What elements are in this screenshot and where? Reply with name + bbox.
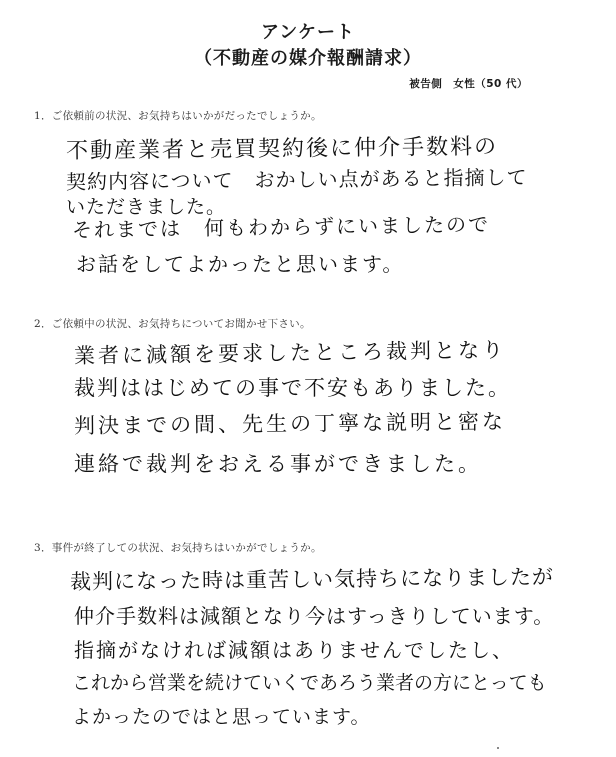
respondent-info: 被告側 女性（50 代） xyxy=(409,78,528,90)
answer-1-line-5: お話をしてよかったと思います。 xyxy=(76,252,405,276)
answer-1-line-3: いただきました。 xyxy=(66,196,227,218)
answer-1-line-4: それまでは 何もわからずにいましたので xyxy=(71,212,491,242)
answer-2-line-2: 裁判ははじめての事で不安もありました。 xyxy=(74,376,511,400)
question-1-label: 1．ご依頼前の状況、お気持ちはいかがだったでしょうか。 xyxy=(34,110,322,122)
answer-2-line-3: 判決までの間、先生の丁寧な説明と密な xyxy=(73,409,507,438)
answer-1-line-2: 契約内容について おかしい点があると指摘して xyxy=(65,165,528,194)
answer-3-line-5: よかったのではと思っています。 xyxy=(72,706,371,728)
question-3-label: 3．事件が終了しての状況、お気持ちはいかがでしょうか。 xyxy=(34,542,322,554)
survey-subtitle: （不動産の媒介報酬請求） xyxy=(194,48,422,69)
question-2-label: 2．ご依頼中の状況、お気持ちについてお聞かせ下さい。 xyxy=(34,318,311,330)
survey-title: アンケート xyxy=(261,22,355,43)
answer-3-line-3: 指摘がなければ減額はありませんでしたし、 xyxy=(74,638,514,662)
answer-2-line-4: 連絡で裁判をおえる事ができました。 xyxy=(74,452,482,476)
answer-3-line-1: 裁判になった時は重苦しい気持ちになりましたが xyxy=(69,564,555,594)
answer-1-line-1: 不動産業者と売買契約後に仲介手数料の xyxy=(65,134,499,164)
answer-3-line-4: これから営業を続けていくであろう業者の方にとっても xyxy=(72,672,547,694)
scan-speck xyxy=(497,747,499,749)
answer-3-line-2: 仲介手数料は減額となり今はすっきりしています。 xyxy=(74,604,555,628)
answer-2-line-1: 業者に減額を要求したところ裁判となり xyxy=(73,337,507,368)
